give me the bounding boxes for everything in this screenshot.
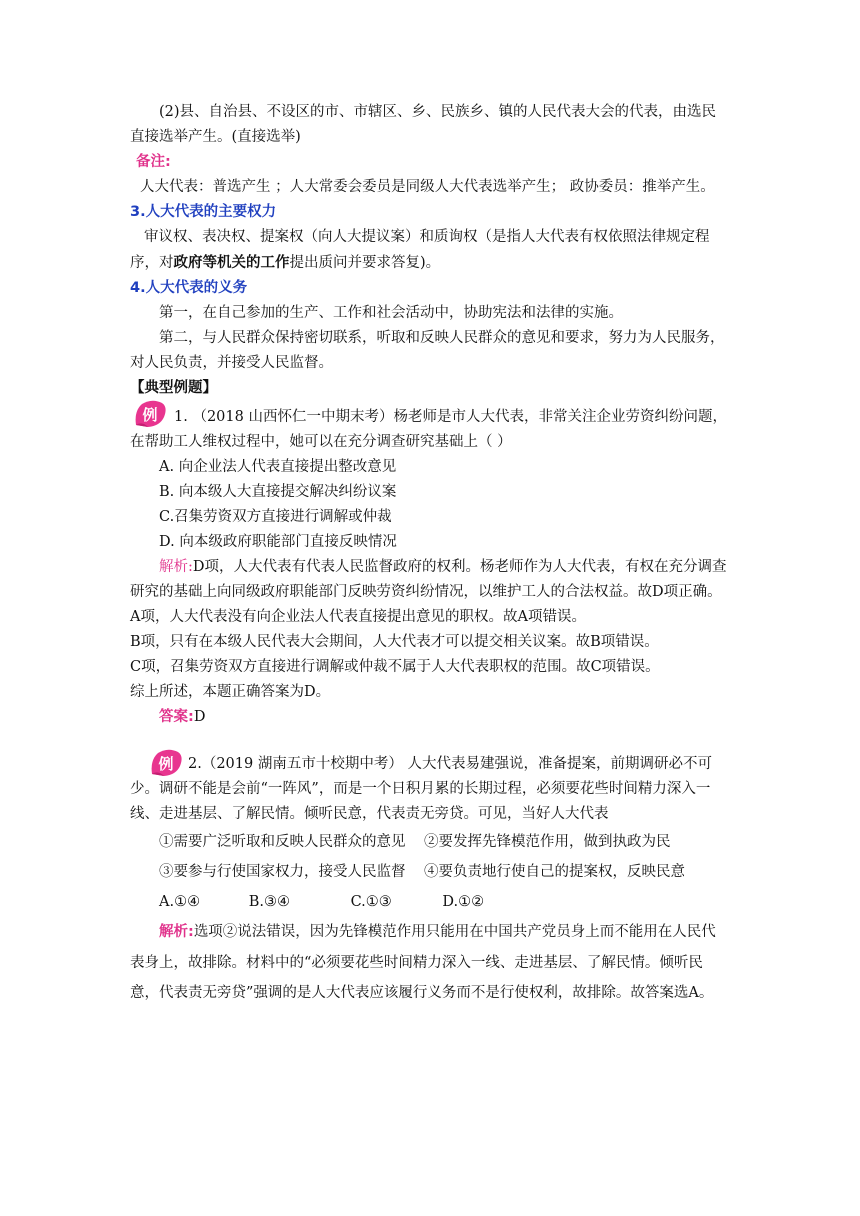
q1-option-a: A. 向企业法人代表直接提出整改意见 <box>159 459 397 475</box>
example-2 <box>130 752 730 1009</box>
q1-analysis-main: D项，人大代表有代表人民监督政府的权利。杨老师作为人大代表，有权在充分调查研究的基础上向同级政府职能部门反映劳资纠纷情况，以维护工人的合法权益。故D项正确。 <box>130 559 727 600</box>
q2-choice-a: A.①④ <box>159 894 201 910</box>
q2-analysis-text: 选项②说法错误，因为先锋模范作用只能用在中国共产党员身上而不能用在人民代表身上，故排除。材料中的“必须要花些时间精力深入一线、走进基层、了解民情。倾听民意，代表责无旁贷”强调的是人大代表应该履行义务而不是行使权利，故排除。故答案选A。 <box>130 924 716 1001</box>
q1-analysis-summary: 综上所述，本题正确答案为D。 <box>130 684 331 700</box>
example-badge-icon <box>132 399 168 429</box>
section-4-p2: 第二，与人民群众保持密切联系，听取和反映人民群众的意见和要求，努力为人民服务，对人民负责，并接受人民监督。 <box>130 330 725 371</box>
examples-heading: 【典型例题】 <box>130 380 217 396</box>
example-badge-icon <box>148 748 184 778</box>
section-3-text-bold: 政府等机关的工作 <box>173 254 290 271</box>
intro-paragraph: (2)县、自治县、不设区的市、市辖区、乡、民族乡、镇的人民代表大会的代表，由选民直接选举产生。(直接选举) <box>130 104 717 145</box>
q2-choice-b: B.③④ <box>248 894 290 910</box>
section-3-text-b: 提出质问并要求答复)。 <box>289 255 441 271</box>
example-1 <box>130 401 730 730</box>
q1-option-b: B. 向本级人大直接提交解决纠纷议案 <box>159 484 397 500</box>
q2-analysis <box>130 917 730 1009</box>
section-3-heading: 3.人大代表的主要权力 <box>130 204 277 220</box>
example-badge-text: 例 <box>142 406 158 424</box>
note-label <box>130 150 730 175</box>
q1-stem: 1. （2018 山西怀仁一中期末考）杨老师是市人大代表，非常关注企业劳资纠纷问题，在帮助工人维权过程中，她可以在充分调查研究基础上（ ） <box>130 409 727 450</box>
q2-items-row-1 <box>130 827 730 857</box>
q2-analysis-label: 解析: <box>159 924 194 940</box>
q2-item-3: ③要参与行使国家权力，接受人民监督 <box>159 864 406 880</box>
q1-answer-value: D <box>193 709 206 725</box>
q2-items-row-2 <box>130 857 730 887</box>
document-page <box>130 100 730 1009</box>
q1-option-d: D. 向本级政府职能部门直接反映情况 <box>159 534 397 550</box>
q1-answer-label: 答案: <box>159 709 194 725</box>
q2-item-1: ①需要广泛听取和反映人民群众的意见 <box>159 834 406 850</box>
q1-analysis-label: 解析: <box>159 559 193 575</box>
q2-item-4: ④要负责地行使自己的提案权，反映民意 <box>424 864 685 880</box>
section-3-text-a: 审议权、表决权、提案权（向人大提议案）和质询权（是指人大代表有权依照法律规定程序，对 <box>130 229 710 271</box>
example-badge-text: 例 <box>158 755 174 773</box>
q1-analysis-line-c: C项，召集劳资双方直接进行调解或仲裁不属于人大代表职权的范围。故C项错误。 <box>130 659 660 675</box>
q1-option-c: C.召集劳资双方直接进行调解或仲裁 <box>159 509 392 525</box>
q1-analysis-line-b: B项，只有在本级人民代表大会期间，人大代表才可以提交相关议案。故B项错误。 <box>130 634 659 650</box>
q2-item-2: ②要发挥先锋模范作用，做到执政为民 <box>424 834 671 850</box>
note-label-text: 备注: <box>136 154 171 170</box>
section-3-text <box>130 225 730 276</box>
note-text: 人大代表：普选产生 ；人大常委会委员是同级人大代表选举产生； 政协委员：推举产生。 <box>140 179 715 195</box>
q2-stem: 2.（2019 湖南五市十校期中考） 人大代表易建强说，准备提案，前期调研必不可少。调研不能是会前“一阵风”，而是一个日积月累的长期过程，必须要花些时间精力深入一线、走进基层、了解民情。倾听民意，代表责无旁贷。可见，当好人大代表 <box>130 756 712 822</box>
q2-choice-c: C.①③ <box>350 894 392 910</box>
q1-answer <box>130 705 730 730</box>
q1-analysis <box>130 555 730 605</box>
q2-choice-d: D.①② <box>442 894 485 910</box>
section-4-p1: 第一，在自己参加的生产、工作和社会活动中，协助宪法和法律的实施。 <box>159 305 623 321</box>
q2-choices <box>130 887 730 917</box>
q1-analysis-line-a: A项，人大代表没有向企业法人代表直接提出意见的职权。故A项错误。 <box>130 609 586 625</box>
section-4-heading: 4.人大代表的义务 <box>130 280 248 296</box>
